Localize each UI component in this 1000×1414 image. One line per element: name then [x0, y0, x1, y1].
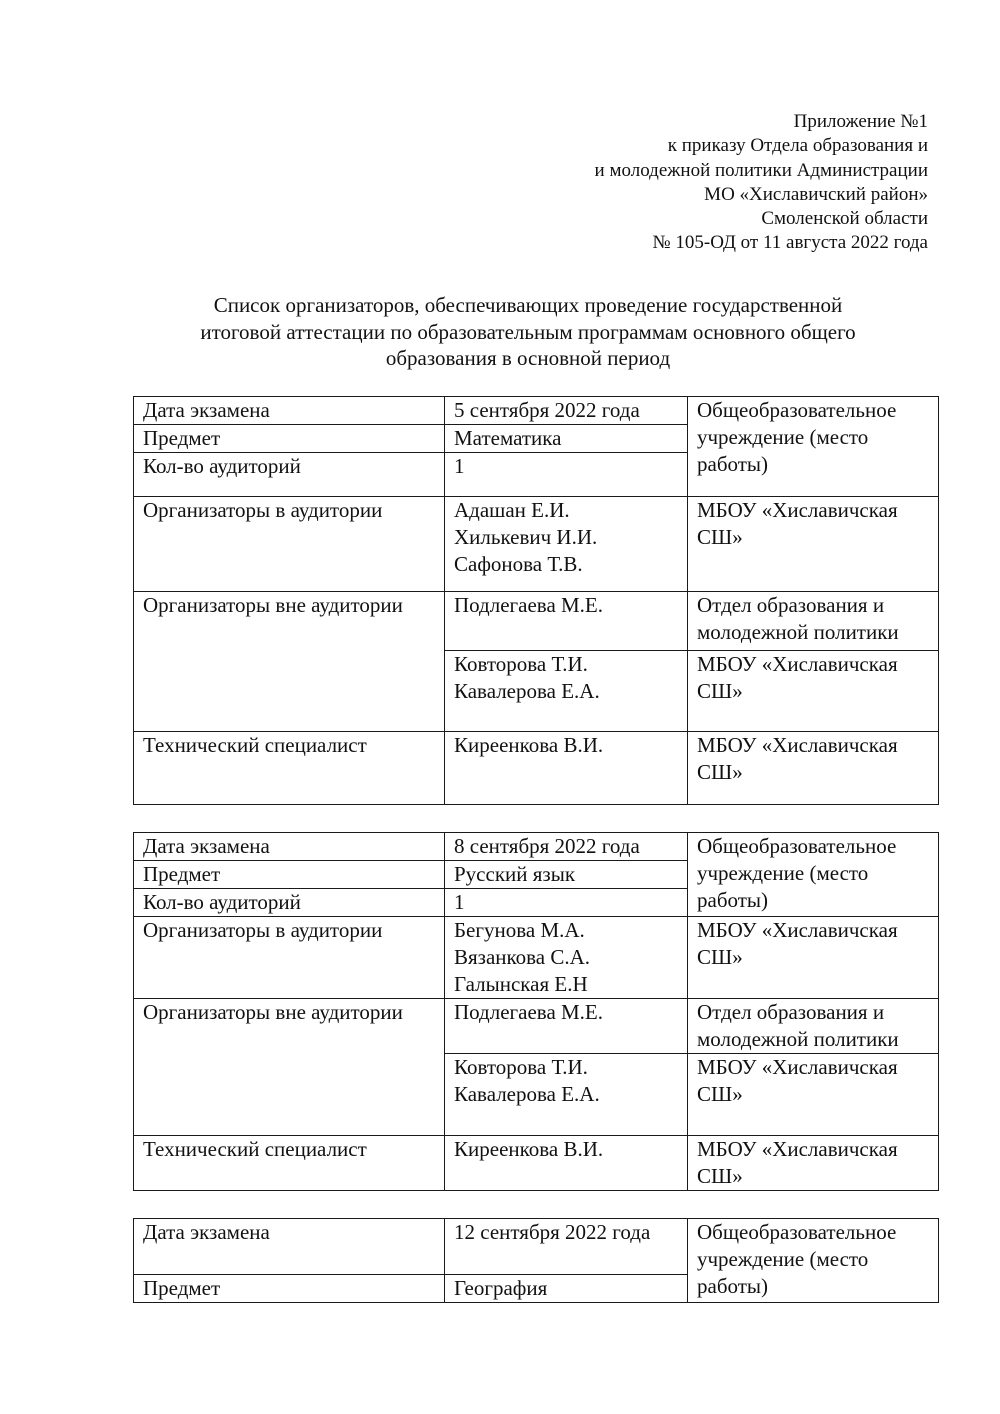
in-room-names: [445, 917, 688, 999]
document-header: [328, 110, 928, 256]
header-line: и молодежной политики Администрации: [594, 159, 928, 181]
rooms-value: 1: [445, 889, 688, 917]
in-room-names: [445, 497, 688, 592]
specialist-name: Киреенкова В.И.: [454, 1137, 604, 1161]
date-label: Дата экзамена: [134, 397, 445, 425]
outside-place-2: МБОУ «Хиславичская СШ»: [688, 651, 939, 732]
institution-header: Общеобразовательное учреждение (место работы): [688, 833, 939, 917]
exam-table-2: [133, 832, 939, 1191]
rooms-label: Кол-во аудиторий: [134, 889, 445, 917]
organizer-name: Ковторова Т.И.: [454, 652, 588, 676]
outside-place-1: Отдел образования и молодежной политики: [688, 592, 939, 651]
institution-header: Общеобразовательное учреждение (место работы): [688, 1219, 939, 1303]
subject-label: Предмет: [134, 861, 445, 889]
specialist-name: Киреенкова В.И.: [454, 733, 604, 757]
institution-header: Общеобразовательное учреждение (место работы): [688, 397, 939, 497]
organizer-name: Галынская Е.Н: [454, 972, 588, 996]
tech-label: Технический специалист: [134, 1136, 445, 1191]
organizer-name: Кавалерова Е.А.: [454, 1082, 600, 1106]
tech-place: МБОУ «Хиславичская СШ»: [688, 732, 939, 805]
outside-label: Организаторы вне аудитории: [134, 999, 445, 1136]
exam-table-1: [133, 396, 939, 805]
tech-place: МБОУ «Хиславичская СШ»: [688, 1136, 939, 1191]
in-room-label: Организаторы в аудитории: [134, 917, 445, 999]
header-line: МО «Хиславичский район»: [704, 183, 928, 205]
date-value: 8 сентября 2022 года: [445, 833, 688, 861]
organizer-name: Кавалерова Е.А.: [454, 679, 600, 703]
date-value: 12 сентября 2022 года: [445, 1219, 688, 1275]
header-line: Приложение №1: [793, 111, 928, 132]
date-label: Дата экзамена: [134, 1219, 445, 1275]
outside-place-1: Отдел образования и молодежной политики: [688, 999, 939, 1054]
title-line: Список организаторов, обеспечивающих проведение государственной: [213, 293, 843, 317]
rooms-value: 1: [445, 453, 688, 497]
organizer-name: Адашан Е.И.: [454, 498, 570, 522]
organizer-name: Ковторова Т.И.: [454, 1055, 588, 1079]
title-line: образования в основной период: [385, 346, 671, 370]
outside-names-1: [445, 999, 688, 1054]
outside-label: Организаторы вне аудитории: [134, 592, 445, 732]
document-title: [100, 292, 956, 372]
tech-label: Технический специалист: [134, 732, 445, 805]
tech-names: [445, 732, 688, 805]
date-label: Дата экзамена: [134, 833, 445, 861]
header-line: к приказу Отдела образования и: [667, 135, 928, 157]
organizer-name: Вязанкова С.А.: [454, 945, 591, 969]
subject-value: Русский язык: [445, 861, 688, 889]
subject-value: Математика: [445, 425, 688, 453]
tech-names: [445, 1136, 688, 1191]
date-value: 5 сентября 2022 года: [445, 397, 688, 425]
outside-names-2: [445, 651, 688, 732]
subject-label: Предмет: [134, 1275, 445, 1303]
in-room-place: МБОУ «Хиславичская СШ»: [688, 497, 939, 592]
outside-names-2: [445, 1054, 688, 1136]
title-line: итоговой аттестации по образовательным программам основного общего: [200, 319, 856, 344]
organizer-name: Сафонова Т.В.: [454, 552, 583, 576]
subject-label: Предмет: [134, 425, 445, 453]
exam-table-3: [133, 1218, 939, 1303]
organizer-name: Подлегаева М.Е.: [454, 1000, 604, 1024]
outside-names-1: [445, 592, 688, 651]
in-room-place: МБОУ «Хиславичская СШ»: [688, 917, 939, 999]
header-line: Смоленской области: [761, 208, 928, 230]
subject-value: География: [445, 1275, 688, 1303]
in-room-label: Организаторы в аудитории: [134, 497, 445, 592]
organizer-name: Бегунова М.А.: [454, 918, 585, 942]
organizer-name: Подлегаева М.Е.: [454, 593, 604, 617]
outside-place-2: МБОУ «Хиславичская СШ»: [688, 1054, 939, 1136]
header-line: № 105-ОД от 11 августа 2022 года: [652, 232, 928, 254]
rooms-label: Кол-во аудиторий: [134, 453, 445, 497]
organizer-name: Хилькевич И.И.: [454, 525, 598, 549]
